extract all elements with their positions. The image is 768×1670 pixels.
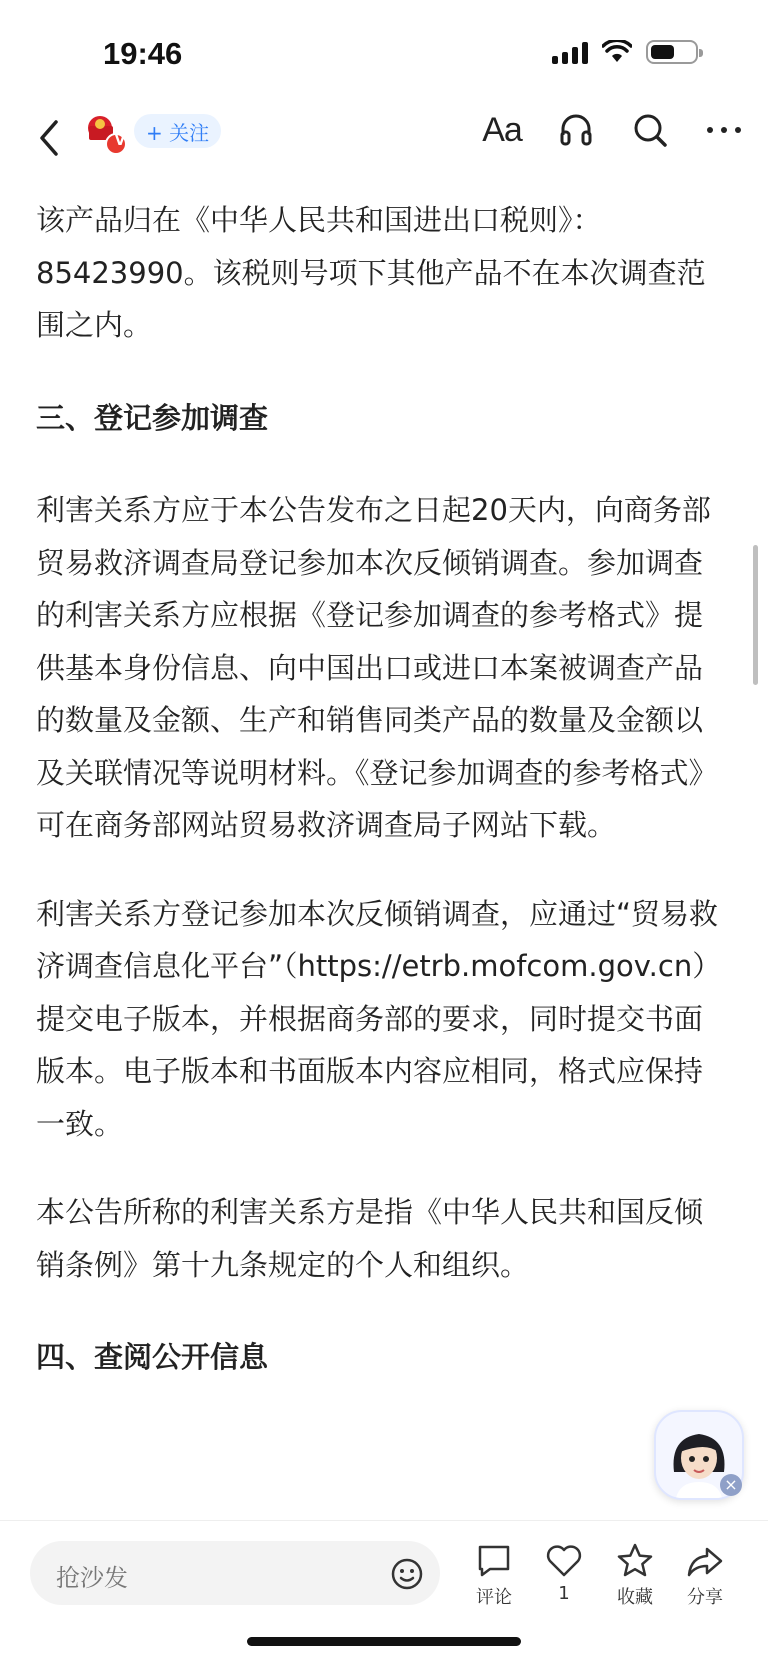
follow-label: + 关注 <box>146 120 210 145</box>
like-count: 1 <box>558 1583 570 1604</box>
comment-input[interactable] <box>30 1541 440 1605</box>
more-icon <box>705 124 743 136</box>
favorite-button[interactable] <box>605 1541 665 1609</box>
font-size-button[interactable] <box>480 108 524 152</box>
article-nav-bar <box>0 104 768 176</box>
heart-icon <box>544 1541 584 1581</box>
more-button[interactable] <box>702 108 746 152</box>
wifi-icon <box>602 40 632 64</box>
article-paragraph: 利害关系方登记参加本次反倾销调查，应通过“贸易救济调查信息化平台”（https://etrb.mofcom.gov.cn）提交电子版本，并根据商务部的要求，同时提交书面版本。电子版本和书面版本内容应相同，格式应保持一致。 <box>36 896 722 1141</box>
follow-button[interactable] <box>134 114 221 148</box>
comment-label: 评论 <box>476 1587 512 1608</box>
article-body <box>36 194 726 1384</box>
comment-icon <box>474 1541 514 1581</box>
comment-button[interactable] <box>464 1541 524 1609</box>
scrollbar-thumb[interactable] <box>753 545 758 685</box>
section-heading: 四、查阅公开信息 <box>36 1340 269 1374</box>
status-time: 19:46 <box>103 36 183 71</box>
emoji-button[interactable] <box>390 1557 424 1591</box>
listen-button[interactable] <box>554 108 598 152</box>
cellular-signal-icon <box>552 40 588 64</box>
back-icon <box>32 114 72 162</box>
article-paragraph: 本公告所称的利害关系方是指《中华人民共和国反倾销条例》第十九条规定的个人和组织。 <box>36 1195 704 1282</box>
battery-icon <box>646 40 698 64</box>
status-bar <box>0 0 768 110</box>
verified-badge: V <box>114 134 126 149</box>
search-button[interactable] <box>628 108 672 152</box>
status-icons <box>552 40 698 64</box>
bottom-action-bar <box>0 1520 768 1670</box>
assistant-close-button[interactable]: × <box>720 1474 742 1496</box>
star-icon <box>615 1541 655 1581</box>
share-button[interactable] <box>675 1541 735 1609</box>
headphones-icon <box>557 111 595 149</box>
like-button[interactable] <box>534 1541 594 1604</box>
home-indicator <box>247 1637 521 1646</box>
article-paragraph: 该产品归在《中华人民共和国进出口税则》：85423990。该税则号项下其他产品不在本次调查范围之内。 <box>36 203 706 342</box>
font-size-icon: Aa <box>482 110 522 149</box>
section-heading: 三、登记参加调查 <box>36 400 269 435</box>
share-label: 分享 <box>687 1587 723 1608</box>
emoji-icon <box>390 1557 424 1591</box>
publisher-avatar[interactable] <box>86 114 128 156</box>
comment-placeholder: 抢沙发 <box>56 1564 128 1592</box>
article-paragraph: 利害关系方应于本公告发布之日起20天内，向商务部贸易救济调查局登记参加本次反倾销调查。参加调查的利害关系方应根据《登记参加调查的参考格式》提供基本身份信息、向中国出口或进口本案被调查产品的数量及金额、生产和销售同类产品的数量及金额以及关联情况等说明材料。《登记参加调查的参考格式》可在商务部网站贸易救济调查局子网站下载。 <box>36 493 718 842</box>
share-icon <box>685 1541 725 1581</box>
search-icon <box>631 111 669 149</box>
favorite-label: 收藏 <box>617 1587 653 1608</box>
back-button[interactable] <box>32 114 72 162</box>
nav-actions <box>480 108 746 152</box>
